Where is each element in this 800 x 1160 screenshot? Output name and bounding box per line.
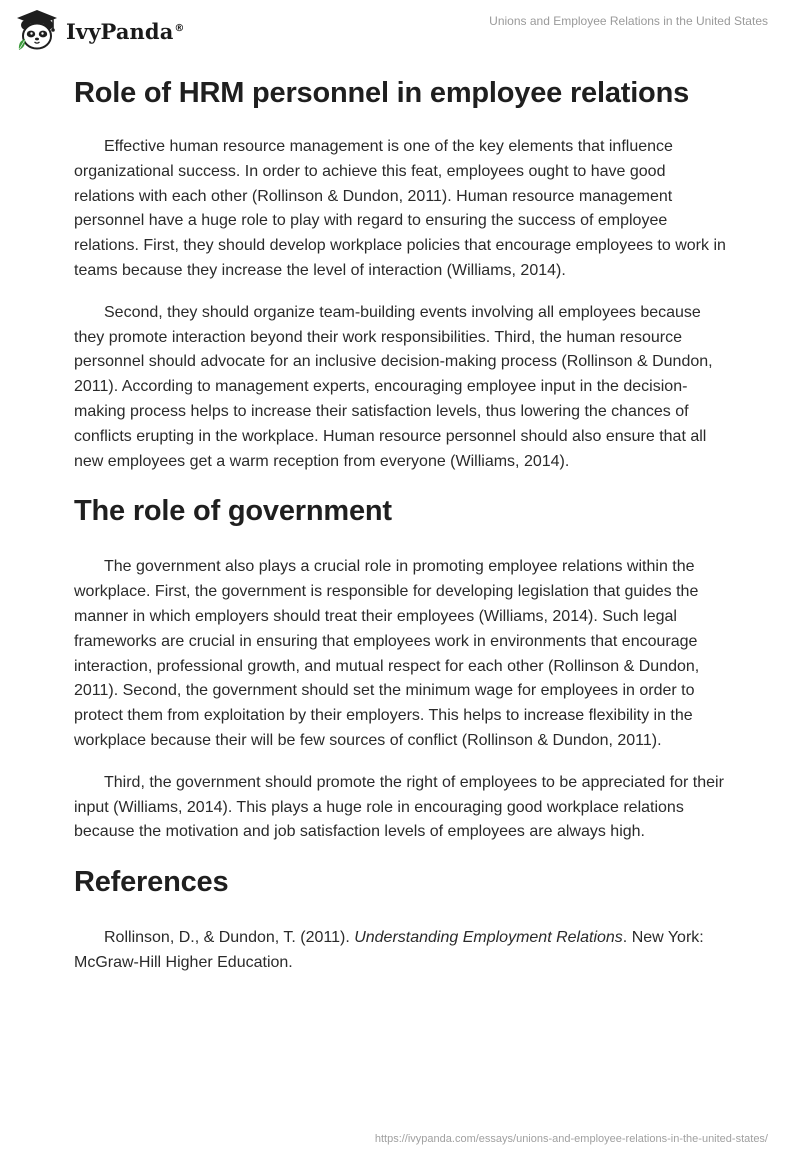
section-heading-government: The role of government	[74, 495, 392, 528]
brand-logo[interactable]	[14, 8, 185, 54]
registered-mark: ®	[174, 22, 185, 34]
essay-content	[74, 72, 728, 976]
section-heading-hrm: Role of HRM personnel in employee relations	[74, 77, 690, 109]
document-title: Unions and Employee Relations in the United States	[489, 14, 768, 28]
paragraph: The government also plays a crucial role in promoting employee relations within the workplace. First, the government is responsible for developing legislation that guides the manner in which employers should treat their employees (Williams, 2014). Such legal frameworks are crucial in ensuring that employees work in environments that encourage interaction, professional growth, and mutual respect for each other (Rollinson & Dundon, 2011). Second, the government should set the minimum wage for employees in order to protect them from exploitation by their employers. This helps to increase flexibility in the workplace because their will be few sources of conflict (Rollinson & Dundon, 2011).	[74, 558, 700, 749]
references-heading: References	[74, 866, 229, 899]
paragraph: Second, they should organize team-building events involving all employees because they promote interaction beyond their work responsibilities. Third, the human resource personnel should advocate for an inclusive decision-making process (Rollinson & Dundon, 2011). According to management experts, encouraging employee input in the decision-making process helps to increase their satisfaction levels, thus lowering the chances of conflicts erupting in the workplace. Human resource personnel should also ensure that all new employees get a warm reception from everyone (Williams, 2014).	[74, 303, 713, 470]
panda-graduate-icon	[14, 8, 60, 54]
page-header	[0, 0, 800, 60]
brand-name: IvyPanda®	[66, 18, 185, 44]
reference-title: Understanding Employment Relations	[354, 929, 623, 947]
reference-entry	[74, 926, 728, 976]
paragraph: Third, the government should promote the right of employees to be appreciated for their input (Williams, 2014). This plays a huge role in encouraging good workplace relations because the motivation and job satisfaction levels of employees are always high.	[74, 773, 724, 841]
source-url[interactable]: https://ivypanda.com/essays/unions-and-employee-relations-in-the-united-states/	[374, 1133, 768, 1145]
reference-publisher: . New York: McGraw-Hill Higher Education.	[74, 929, 704, 971]
paragraph: Effective human resource management is one of the key elements that influence organizational success. In order to achieve this feat, employees ought to have good relations with each other (Rollinson & Dundon, 2011). Human resource management personnel have a huge role to play with regard to ensuring the success of employee relations. First, they should develop workplace policies that encourage employees to work in teams because they increase the level of interaction (Williams, 2014).	[74, 138, 726, 279]
reference-authors: Rollinson, D., & Dundon, T. (2011).	[104, 929, 355, 947]
